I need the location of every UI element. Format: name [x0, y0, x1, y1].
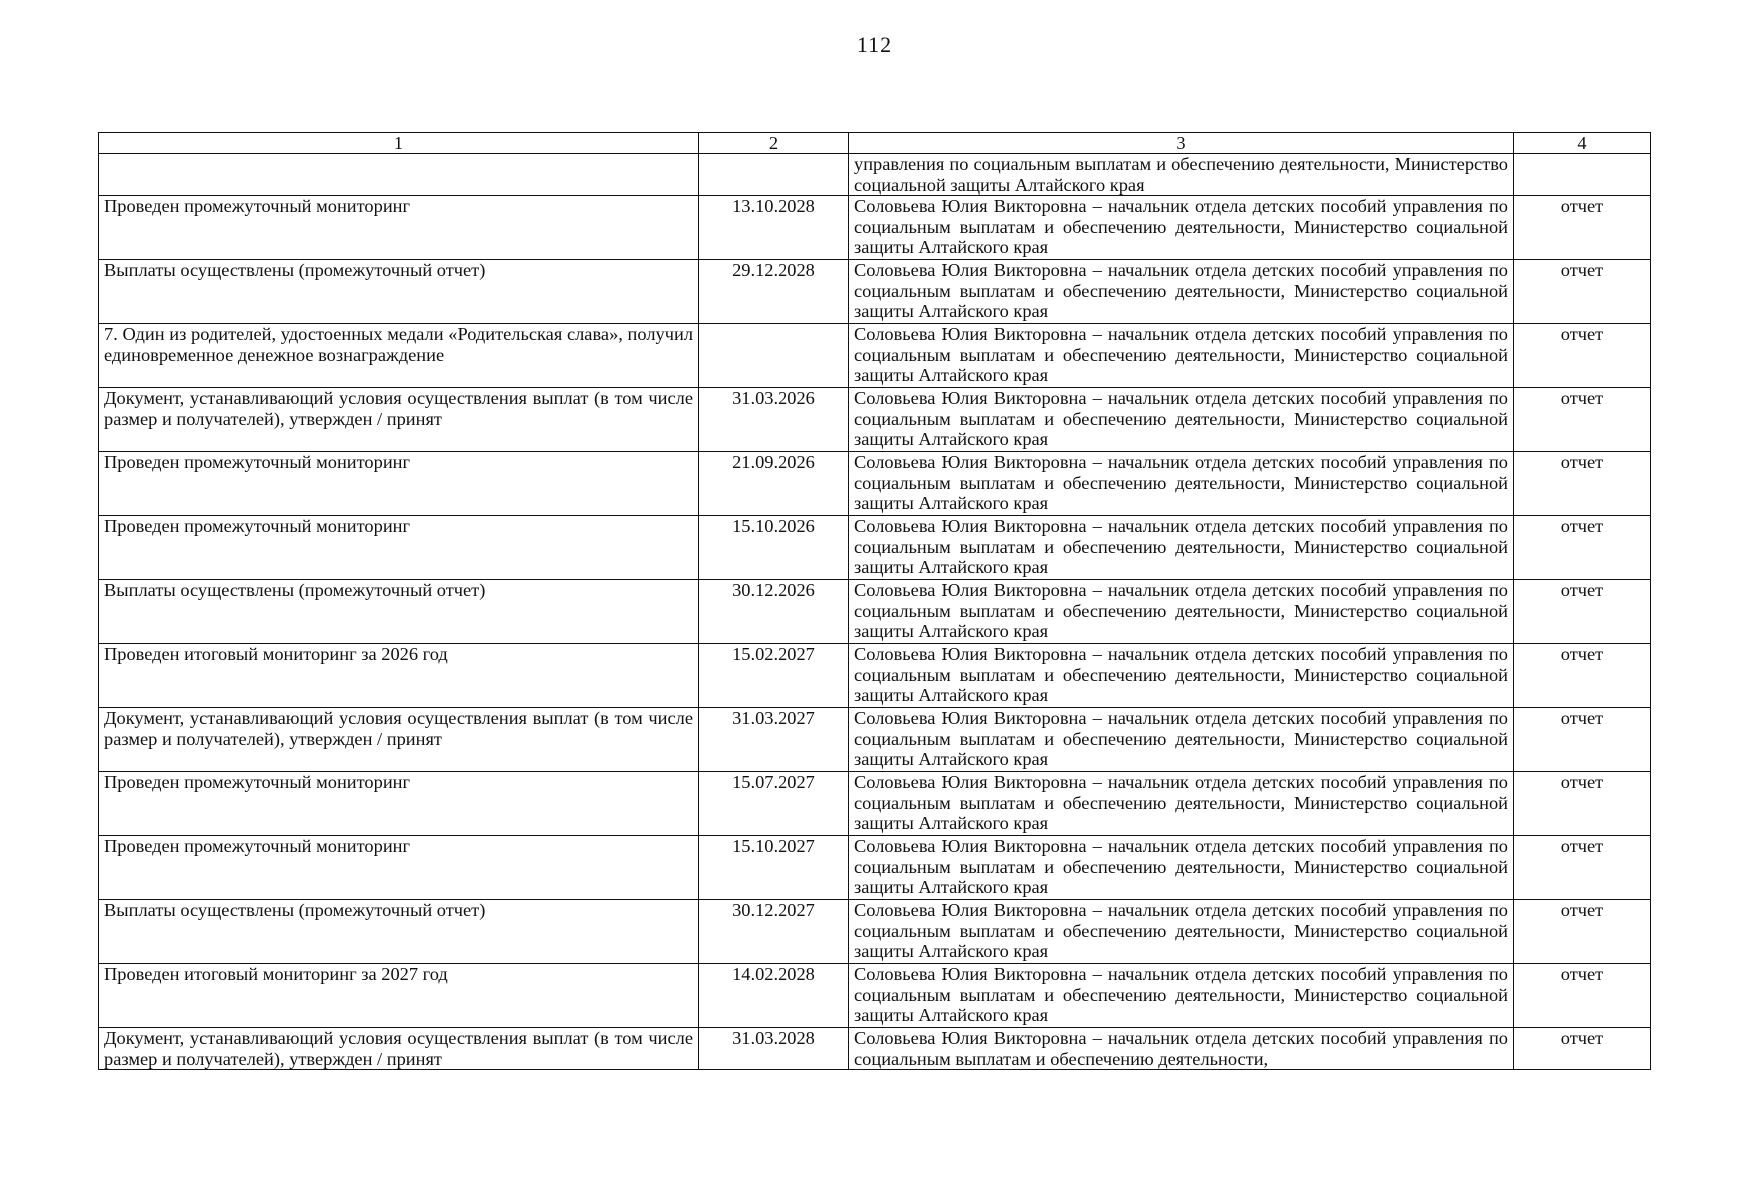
table-row	[99, 708, 1651, 772]
table-row	[99, 964, 1651, 1028]
task-cell: Выплаты осуществлены (промежуточный отчет)	[99, 580, 699, 644]
document-cell: отчет	[1514, 388, 1651, 452]
table-row	[99, 580, 1651, 644]
table-row	[99, 196, 1651, 260]
task-cell: Выплаты осуществлены (промежуточный отчет)	[99, 260, 699, 324]
table-row	[99, 644, 1651, 708]
date-cell: 30.12.2027	[699, 900, 849, 964]
responsible-cell: управления по социальным выплатам и обеспечению деятельности, Министерство социальной защиты Алтайского края	[849, 154, 1514, 196]
document-cell: отчет	[1514, 1028, 1651, 1070]
responsible-cell: Соловьева Юлия Викторовна – начальник отдела детских пособий управления по социальным выплатам и обеспечению деятельности, Министерство социальной защиты Алтайского края	[849, 644, 1514, 708]
task-cell: Проведен промежуточный мониторинг	[99, 516, 699, 580]
table-row	[99, 324, 1651, 388]
column-header: 1	[99, 133, 699, 154]
task-cell: Документ, устанавливающий условия осуществления выплат (в том числе размер и получателей), утвержден / принят	[99, 388, 699, 452]
table-header	[99, 133, 1651, 154]
task-cell: Проведен итоговый мониторинг за 2026 год	[99, 644, 699, 708]
table-row-continuation-top	[99, 154, 1651, 196]
document-cell: отчет	[1514, 324, 1651, 388]
table-row	[99, 772, 1651, 836]
task-cell	[99, 154, 699, 196]
document-cell: отчет	[1514, 644, 1651, 708]
date-cell: 30.12.2026	[699, 580, 849, 644]
task-cell: Проведен промежуточный мониторинг	[99, 196, 699, 260]
responsible-cell: Соловьева Юлия Викторовна – начальник отдела детских пособий управления по социальным выплатам и обеспечению деятельности, Министерство социальной защиты Алтайского края	[849, 708, 1514, 772]
responsible-cell: Соловьева Юлия Викторовна – начальник отдела детских пособий управления по социальным выплатам и обеспечению деятельности, Министерство социальной защиты Алтайского края	[849, 452, 1514, 516]
date-cell: 31.03.2026	[699, 388, 849, 452]
responsible-cell: Соловьева Юлия Викторовна – начальник отдела детских пособий управления по социальным выплатам и обеспечению деятельности, Министерство социальной защиты Алтайского края	[849, 964, 1514, 1028]
table-row	[99, 836, 1651, 900]
responsible-cell: Соловьева Юлия Викторовна – начальник отдела детских пособий управления по социальным выплатам и обеспечению деятельности, Министерство социальной защиты Алтайского края	[849, 196, 1514, 260]
date-cell: 21.09.2026	[699, 452, 849, 516]
document-cell: отчет	[1514, 772, 1651, 836]
task-cell: Проведен промежуточный мониторинг	[99, 836, 699, 900]
date-cell: 29.12.2028	[699, 260, 849, 324]
column-header: 3	[849, 133, 1514, 154]
task-cell: Документ, устанавливающий условия осуществления выплат (в том числе размер и получателей), утвержден / принят	[99, 708, 699, 772]
table-row	[99, 516, 1651, 580]
responsible-cell: Соловьева Юлия Викторовна – начальник отдела детских пособий управления по социальным выплатам и обеспечению деятельности, Министерство социальной защиты Алтайского края	[849, 388, 1514, 452]
document-cell: отчет	[1514, 196, 1651, 260]
document-cell: отчет	[1514, 708, 1651, 772]
responsible-cell: Соловьева Юлия Викторовна – начальник отдела детских пособий управления по социальным выплатам и обеспечению деятельности,	[849, 1028, 1514, 1070]
table-row	[99, 452, 1651, 516]
page-number: 112	[856, 32, 893, 57]
date-cell: 13.10.2028	[699, 196, 849, 260]
date-cell: 14.02.2028	[699, 964, 849, 1028]
document-cell: отчет	[1514, 900, 1651, 964]
document-cell: отчет	[1514, 836, 1651, 900]
task-cell: 7. Один из родителей, удостоенных медали «Родительская слава», получил единовременное денежное вознаграждение	[99, 324, 699, 388]
date-cell: 15.10.2026	[699, 516, 849, 580]
responsible-cell: Соловьева Юлия Викторовна – начальник отдела детских пособий управления по социальным выплатам и обеспечению деятельности, Министерство социальной защиты Алтайского края	[849, 836, 1514, 900]
responsible-cell: Соловьева Юлия Викторовна – начальник отдела детских пособий управления по социальным выплатам и обеспечению деятельности, Министерство социальной защиты Алтайского края	[849, 260, 1514, 324]
date-cell	[699, 154, 849, 196]
task-cell: Проведен промежуточный мониторинг	[99, 772, 699, 836]
date-cell: 31.03.2028	[699, 1028, 849, 1070]
responsible-cell: Соловьева Юлия Викторовна – начальник отдела детских пособий управления по социальным выплатам и обеспечению деятельности, Министерство социальной защиты Алтайского края	[849, 516, 1514, 580]
responsible-cell: Соловьева Юлия Викторовна – начальник отдела детских пособий управления по социальным выплатам и обеспечению деятельности, Министерство социальной защиты Алтайского края	[849, 324, 1514, 388]
date-cell: 15.07.2027	[699, 772, 849, 836]
document-cell	[1514, 154, 1651, 196]
responsible-cell: Соловьева Юлия Викторовна – начальник отдела детских пособий управления по социальным выплатам и обеспечению деятельности, Министерство социальной защиты Алтайского края	[849, 900, 1514, 964]
responsible-cell: Соловьева Юлия Викторовна – начальник отдела детских пособий управления по социальным выплатам и обеспечению деятельности, Министерство социальной защиты Алтайского края	[849, 580, 1514, 644]
document-cell: отчет	[1514, 516, 1651, 580]
task-cell: Проведен промежуточный мониторинг	[99, 452, 699, 516]
date-cell: 15.10.2027	[699, 836, 849, 900]
document-cell: отчет	[1514, 964, 1651, 1028]
column-header: 4	[1514, 133, 1651, 154]
date-cell: 31.03.2027	[699, 708, 849, 772]
table-row-continuation-bottom	[99, 1028, 1651, 1070]
header-row	[99, 133, 1651, 154]
task-cell: Выплаты осуществлены (промежуточный отчет)	[99, 900, 699, 964]
table-row	[99, 260, 1651, 324]
document-cell: отчет	[1514, 580, 1651, 644]
task-cell: Документ, устанавливающий условия осуществления выплат (в том числе размер и получателей), утвержден / принят	[99, 1028, 699, 1070]
date-cell: 15.02.2027	[699, 644, 849, 708]
table-body	[99, 154, 1651, 1070]
schedule-table	[98, 132, 1651, 1070]
date-cell	[699, 324, 849, 388]
task-cell: Проведен итоговый мониторинг за 2027 год	[99, 964, 699, 1028]
document-cell: отчет	[1514, 260, 1651, 324]
table-row	[99, 900, 1651, 964]
document-cell: отчет	[1514, 452, 1651, 516]
responsible-cell: Соловьева Юлия Викторовна – начальник отдела детских пособий управления по социальным выплатам и обеспечению деятельности, Министерство социальной защиты Алтайского края	[849, 772, 1514, 836]
column-header: 2	[699, 133, 849, 154]
table-row	[99, 388, 1651, 452]
